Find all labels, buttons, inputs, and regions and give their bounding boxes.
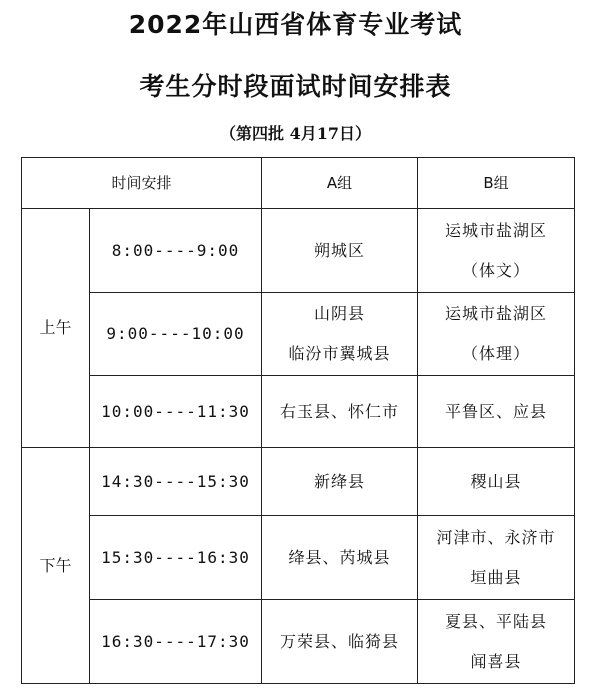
- group-a-text: 山阴县: [314, 304, 366, 323]
- table-row: [22, 376, 575, 448]
- group-b-cell: [418, 600, 575, 684]
- table-header-row: [22, 158, 575, 209]
- group-b-text: 夏县、平陆县: [445, 611, 548, 631]
- group-b-text: 运城市盐湖区: [445, 220, 548, 240]
- group-a-text: 新绛县: [314, 471, 366, 491]
- group-b-text: 稷山县: [470, 471, 522, 491]
- group-a-text: 右玉县、怀仁市: [280, 401, 400, 421]
- group-a-text: 朔城区: [314, 240, 366, 260]
- schedule-table: [21, 157, 575, 684]
- table-row: [22, 209, 575, 293]
- time-slot: 8:00----9:00: [90, 209, 262, 293]
- time-slot: 14:30----15:30: [90, 448, 262, 516]
- group-b-cell: [418, 376, 575, 448]
- group-a-cell: [262, 448, 418, 516]
- document-title: 2022年山西省体育专业考试: [128, 10, 463, 39]
- group-b-cell: [418, 448, 575, 516]
- group-a-cell: [262, 516, 418, 600]
- header-time: 时间安排: [22, 158, 262, 209]
- batch-date: （第四批 4月17日）: [220, 124, 371, 143]
- group-b-cell: [418, 516, 575, 600]
- period-morning: 上午: [22, 209, 90, 448]
- group-a-text: 绛县、芮城县: [288, 547, 391, 567]
- group-b-text: （体文）: [462, 260, 531, 280]
- document-subtitle-heading: 考生分时段面试时间安排表: [139, 72, 452, 101]
- time-slot: 16:30----17:30: [90, 600, 262, 684]
- group-b-text: 闻喜县: [470, 651, 522, 671]
- table-row: [22, 293, 575, 376]
- group-a-cell: [262, 209, 418, 293]
- group-a-cell: [262, 376, 418, 448]
- group-a-text: 万荣县、临猗县: [280, 631, 400, 651]
- group-b-text: 运城市盐湖区: [445, 304, 548, 323]
- group-a-text: 临汾市翼城县: [288, 344, 391, 363]
- group-b-text: 垣曲县: [470, 567, 522, 587]
- header-group-a: A组: [262, 158, 418, 209]
- group-b-text: （体理）: [462, 344, 531, 363]
- group-b-text: 河津市、永济市: [436, 527, 556, 547]
- time-slot: 10:00----11:30: [90, 376, 262, 448]
- table-row: [22, 600, 575, 684]
- group-a-cell: [262, 600, 418, 684]
- time-slot: 15:30----16:30: [90, 516, 262, 600]
- table-row: [22, 448, 575, 516]
- period-afternoon: 下午: [22, 448, 90, 684]
- header-group-b: B组: [418, 158, 575, 209]
- group-b-cell: [418, 209, 575, 293]
- table-row: [22, 516, 575, 600]
- group-b-text: 平鲁区、应县: [445, 401, 548, 421]
- group-a-cell: [262, 293, 418, 376]
- group-b-cell: [418, 293, 575, 376]
- time-slot: 9:00----10:00: [90, 293, 262, 376]
